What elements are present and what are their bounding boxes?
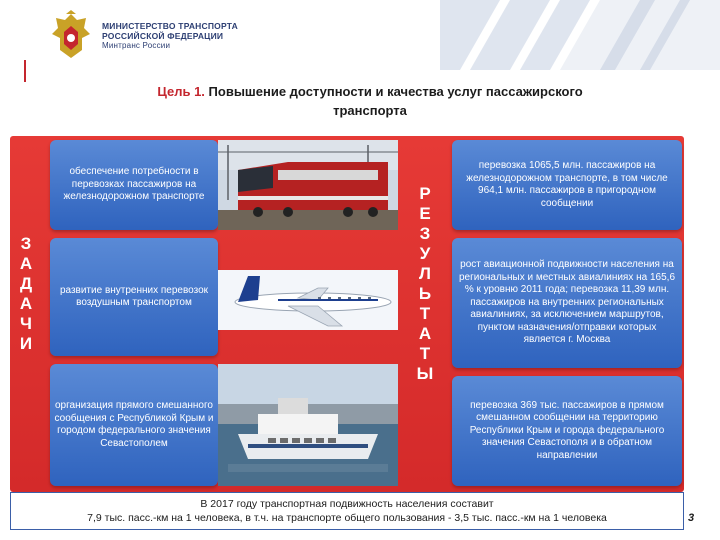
results-vertical-label	[405, 184, 445, 384]
task-text: организация прямого смешанного сообщения с Республикой Крым и городом федерального значения Севастополем	[54, 400, 214, 449]
task-text: обеспечение потребности в перевозках пассажиров на железнодорожном транспорте	[63, 166, 205, 203]
results-letter: Т	[419, 344, 431, 363]
mobility-summary-box	[10, 492, 684, 530]
results-letter: Л	[419, 264, 431, 283]
tasks-letter: Ч	[20, 314, 32, 333]
ministry-line-2: РОССИЙСКОЙ ФЕДЕРАЦИИ	[102, 30, 224, 41]
tasks-letter: Д	[19, 274, 33, 293]
header-red-line	[24, 60, 26, 82]
tasks-vertical-label	[12, 234, 40, 354]
header-stripes-decoration	[440, 0, 720, 70]
results-letter: А	[418, 324, 432, 343]
result-text: рост авиационной подвижности населения на региональных и местных авиалиниях на 165,6 % к уровню 2011 года; перевозка 11,39 млн. пассажиров на внутренних региональных авиалиниях, за исключением маршрутов, пунктом назначения/отправки которых является г. Москва	[458, 259, 676, 346]
tasks-letter: И	[19, 334, 33, 353]
page-title	[60, 82, 680, 120]
results-letter: У	[419, 244, 431, 263]
ferry-photo	[218, 364, 398, 486]
title-line-2: транспорта	[333, 103, 407, 118]
result-box-railway	[452, 140, 682, 230]
task-box-railway	[50, 140, 218, 230]
tasks-letter: А	[19, 254, 33, 273]
result-box-crimea	[452, 376, 682, 486]
result-box-air	[452, 238, 682, 368]
airplane-photo	[218, 270, 398, 330]
results-letter: Р	[419, 184, 431, 203]
task-box-air	[50, 238, 218, 356]
page-number: 3	[688, 512, 695, 524]
result-text: перевозка 1065,5 млн. пассажиров на железнодорожном транспорте, в том числе 964,1 млн. пассажиров в пригородном сообщении	[466, 160, 668, 209]
results-letter: З	[419, 224, 431, 243]
results-letter: Ы	[416, 364, 434, 383]
train-photo	[218, 140, 398, 230]
tasks-letter: З	[20, 234, 32, 253]
ministry-name	[102, 22, 238, 51]
result-text: перевозка 369 тыс. пассажиров в прямом смешанном сообщении на территорию Республики Крым и города федерального значения Севастополя и в обратном направлении	[469, 399, 665, 461]
goal-label: Цель 1.	[157, 84, 205, 99]
summary-line-2: 7,9 тыс. пасс.-км на 1 человека, в т.ч. на транспорте общего пользования - 3,5 тыс. пасс.-км на 1 человека	[87, 512, 607, 524]
summary-line-1: В 2017 году транспортная подвижность населения составит	[200, 498, 494, 510]
coat-of-arms-icon	[48, 10, 94, 62]
results-letter: Е	[419, 204, 431, 223]
results-letter: Т	[419, 304, 431, 323]
results-letter: Ь	[418, 284, 432, 303]
ministry-line-1: МИНИСТЕРСТВО ТРАНСПОРТА	[102, 21, 238, 31]
title-line-1: Повышение доступности и качества услуг пассажирского	[208, 84, 583, 99]
tasks-letter: А	[19, 294, 33, 313]
ministry-line-3: Минтранс России	[102, 41, 171, 50]
task-box-crimea	[50, 364, 218, 486]
task-text: развитие внутренних перевозок воздушным транспортом	[59, 284, 209, 308]
